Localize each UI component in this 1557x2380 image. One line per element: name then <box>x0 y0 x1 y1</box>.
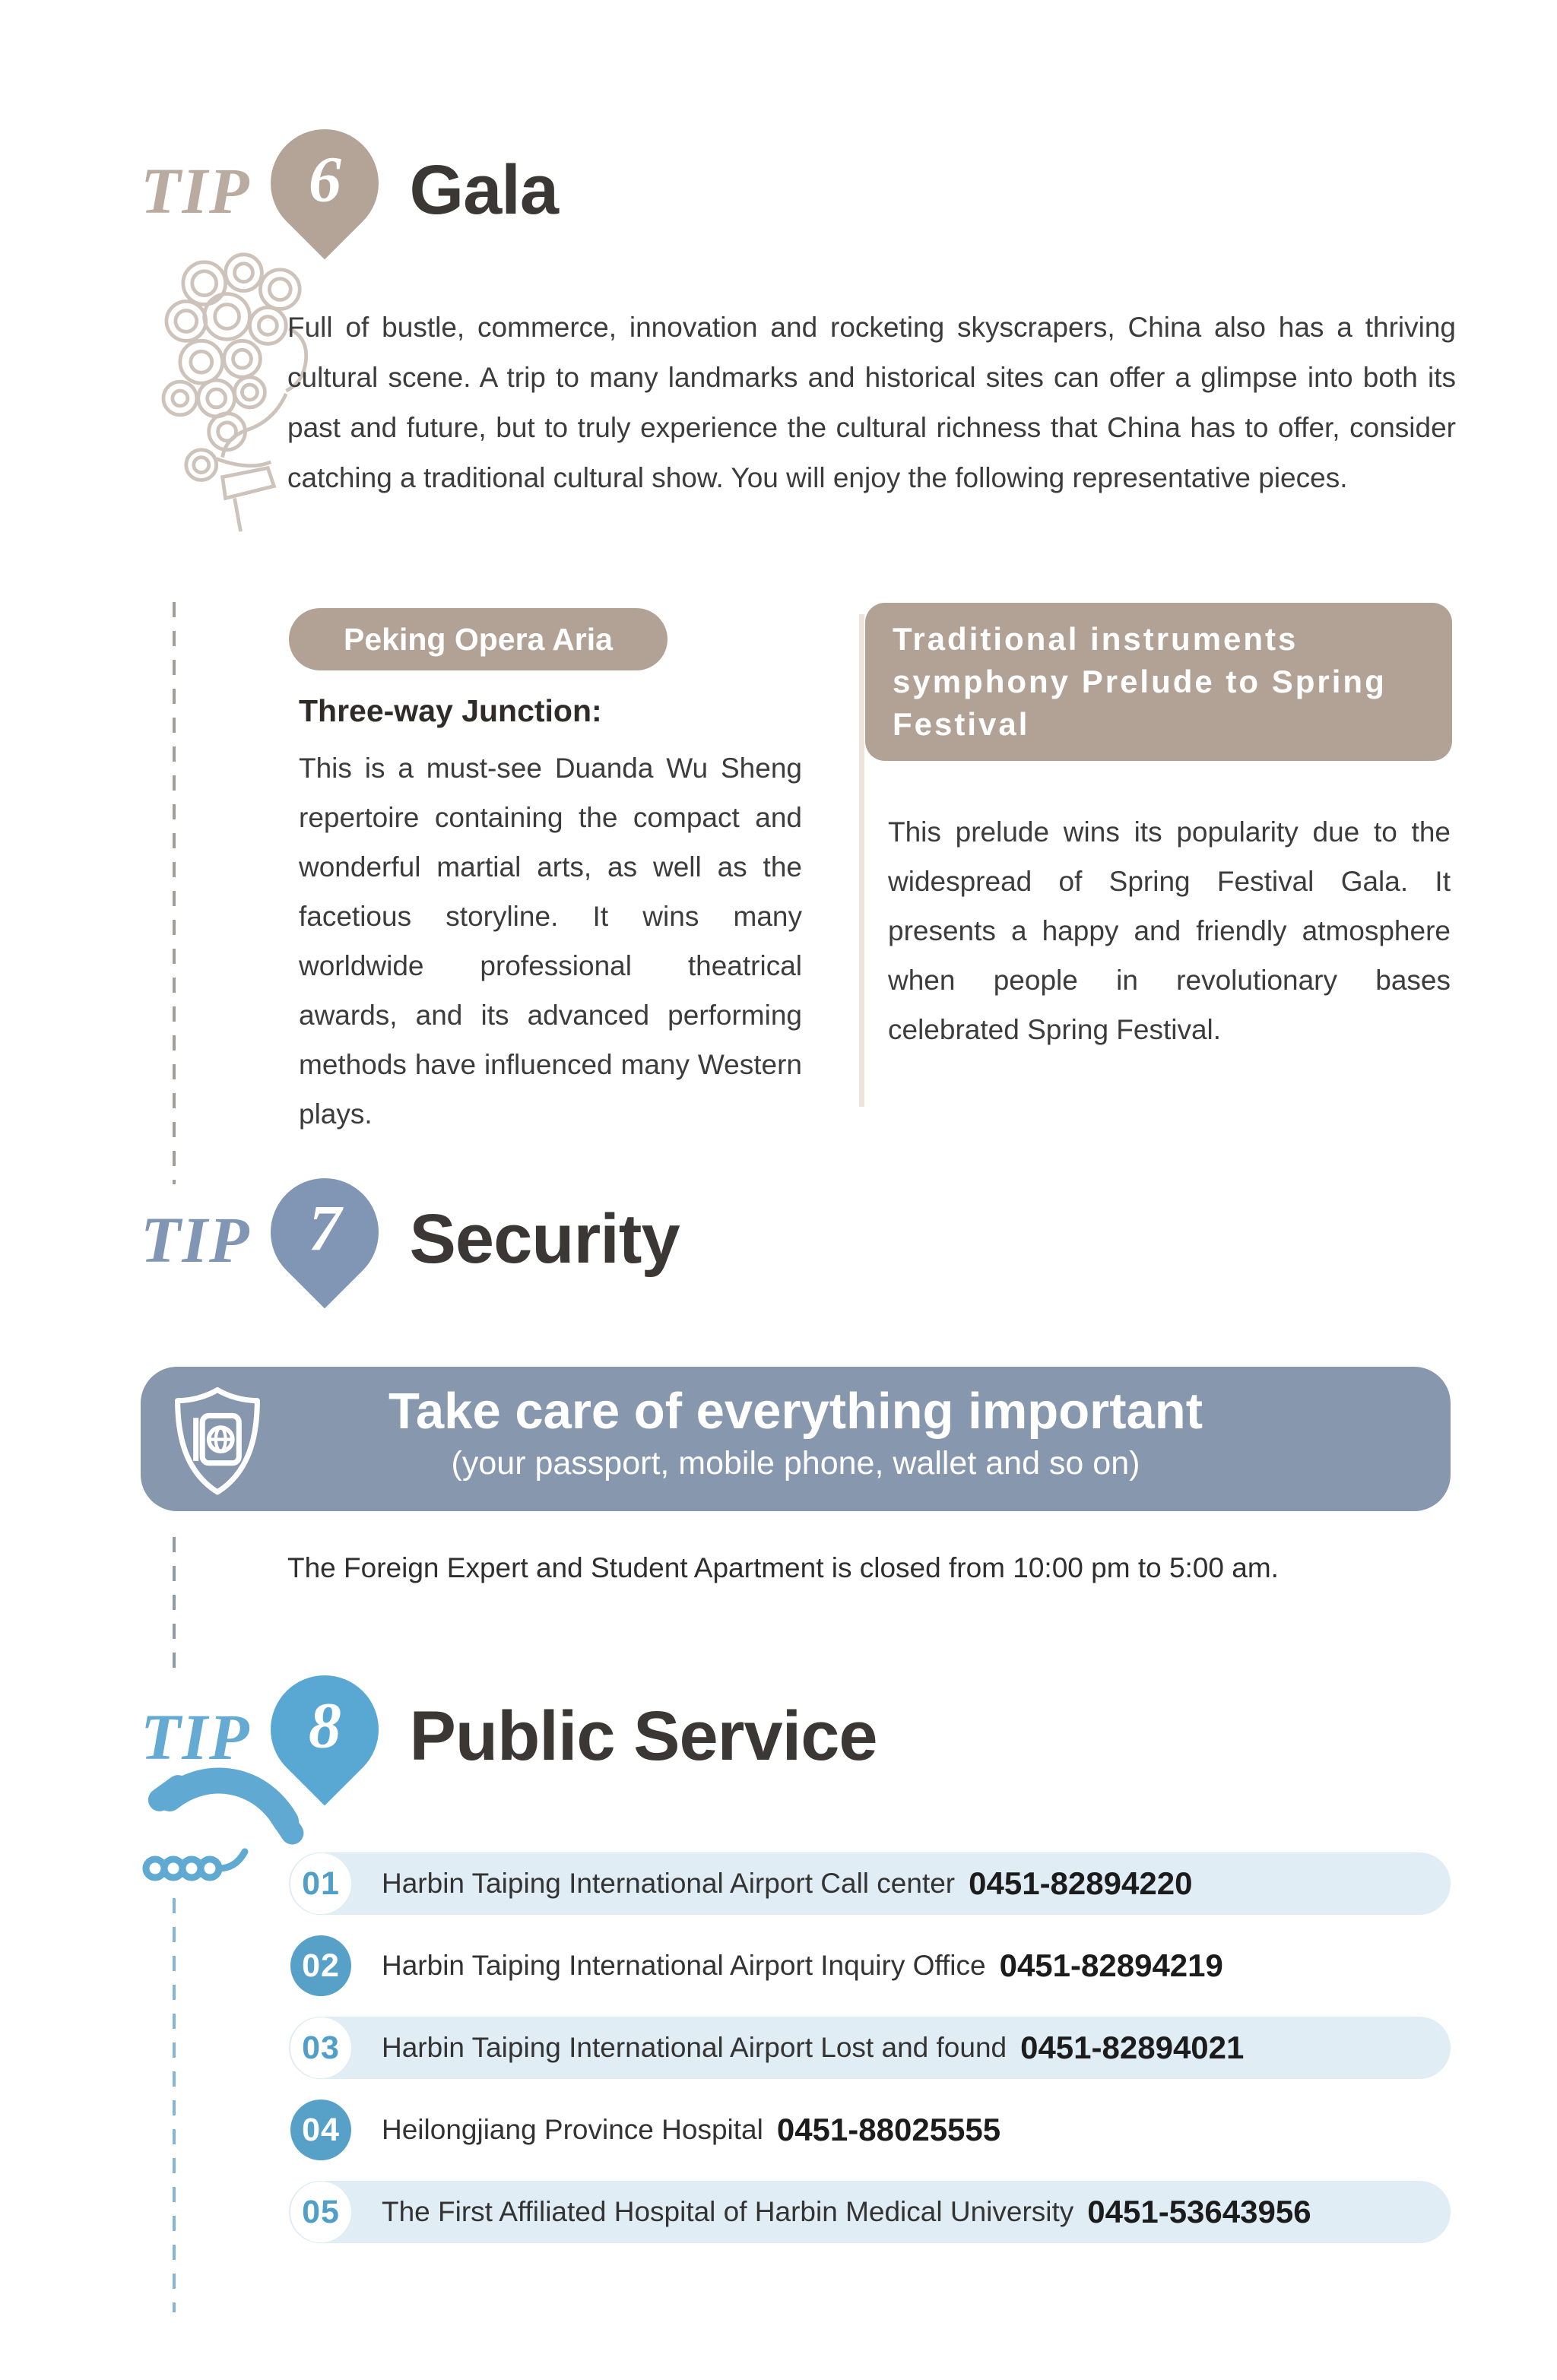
tip8-pin-number: 8 <box>308 1689 341 1762</box>
list-item <box>289 1935 1451 1997</box>
item-number-badge: 05 <box>290 2182 351 2242</box>
item-phone: 0451-53643956 <box>1087 2194 1311 2229</box>
item-name: Harbin Taiping International Airport Call center <box>382 1868 956 1899</box>
tip6-title: Gala <box>409 151 558 229</box>
banner-title: Take care of everything important <box>388 1383 1203 1440</box>
column-divider-rule <box>859 614 864 1107</box>
security-banner <box>141 1367 1451 1511</box>
tip7-label: TIP <box>141 1203 251 1276</box>
tip7-header <box>141 1177 680 1302</box>
tip7-pin-icon <box>262 1177 387 1302</box>
left-column-heading: Three-way Junction: <box>299 693 602 728</box>
shield-passport-icon <box>163 1383 271 1497</box>
right-column-paragraph: This prelude wins its popularity due to the widespread of Spring Festival Gala. It presents a happy and friendly atmosphere when people in revolutionary bases celebrated Spring Festival. <box>888 816 1451 1045</box>
phone-receiver-icon <box>135 1762 310 1895</box>
item-name: Harbin Taiping International Airport Lost and found <box>382 2032 1007 2063</box>
section-divider-dashed-public <box>173 1898 176 2312</box>
traditional-instruments-tag: Traditional instruments symphony Prelude to Spring Festival <box>865 603 1452 761</box>
banner-subtitle: (your passport, mobile phone, wallet and so on) <box>451 1445 1140 1482</box>
tip7-title: Security <box>409 1200 680 1278</box>
item-number-badge: 03 <box>290 2017 351 2078</box>
tip6-pin-number: 6 <box>308 143 341 216</box>
public-service-list <box>289 1852 1451 2263</box>
peking-opera-tag: Peking Opera Aria <box>289 608 668 670</box>
list-item <box>289 1852 1451 1915</box>
list-item <box>289 2181 1451 2243</box>
item-phone: 0451-88025555 <box>776 2112 1001 2147</box>
item-name: The First Affiliated Hospital of Harbin Medical University <box>382 2196 1074 2227</box>
item-name: Harbin Taiping International Airport Inquiry Office <box>382 1950 986 1981</box>
list-item <box>289 2099 1451 2161</box>
item-number-badge: 02 <box>290 1935 351 1996</box>
item-phone: 0451-82894220 <box>969 1865 1193 1901</box>
section-divider-dashed-security <box>173 1537 176 1668</box>
gala-intro-paragraph: Full of bustle, commerce, innovation and rocketing skyscrapers, China also has a thriving cultural scene. A trip to many landmarks and historical sites can offer a glimpse into both its past and future, but to truly experience the cultural richness that China has to offer, consider catching a traditional cultural show. You will enjoy the following representative pieces. <box>287 312 1456 493</box>
item-name: Heilongjiang Province Hospital <box>382 2114 763 2145</box>
tip6-pin-icon <box>262 128 387 253</box>
item-phone: 0451-82894021 <box>1020 2030 1245 2065</box>
security-note: The Foreign Expert and Student Apartment is closed from 10:00 pm to 5:00 am. <box>287 1552 1279 1583</box>
tip8-label: TIP <box>141 1700 251 1773</box>
left-column-paragraph: This is a must-see Duanda Wu Sheng repertoire containing the compact and wonderful martial arts, as well as the facetious storyline. It wins many worldwide professional theatrical awards, and its advanced performing methods have influenced many Western plays. <box>299 753 802 1130</box>
item-number-badge: 01 <box>290 1853 351 1914</box>
tip8-title: Public Service <box>409 1697 877 1775</box>
item-number-badge: 04 <box>290 2100 351 2160</box>
section-divider-dashed-gala <box>173 602 176 1184</box>
tip6-header <box>141 128 558 253</box>
item-phone: 0451-82894219 <box>999 1947 1223 1983</box>
tip7-pin-number: 7 <box>308 1192 341 1265</box>
tip6-label: TIP <box>141 154 251 227</box>
list-item <box>289 2017 1451 2079</box>
